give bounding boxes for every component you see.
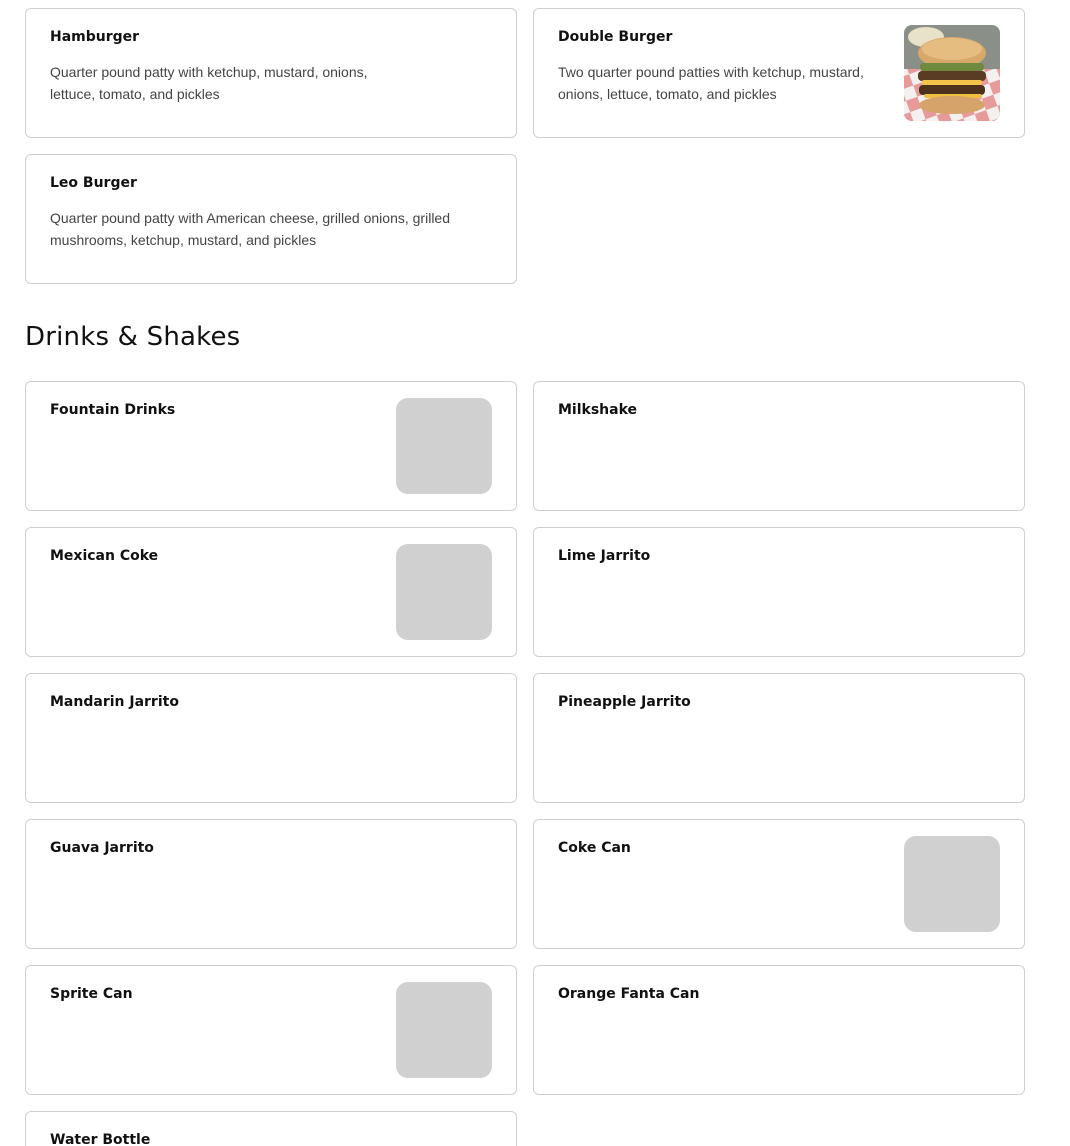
image-placeholder: [396, 982, 492, 1078]
drinks-grid: [25, 381, 1025, 1146]
menu-item-title: Water Bottle: [50, 1132, 151, 1146]
menu-item-title: Lime Jarrito: [558, 548, 651, 564]
menu-item-double-burger[interactable]: [533, 8, 1025, 138]
menu-item-orange-fanta-can[interactable]: [533, 965, 1025, 1095]
menu-item-title: Milkshake: [558, 402, 638, 418]
menu-item-title: Mandarin Jarrito: [50, 694, 179, 710]
menu-item-fountain-drinks[interactable]: [25, 381, 517, 511]
menu-item-water-bottle[interactable]: [25, 1111, 517, 1146]
menu-item-description: Quarter pound patty with American cheese, grilled onions, grilled mushrooms, ketchup, mustard, and pickles: [50, 210, 450, 248]
menu-item-description: Quarter pound patty with ketchup, mustard, onions, lettuce, tomato, and pickles: [50, 64, 368, 102]
menu-item-title: Orange Fanta Can: [558, 986, 700, 1002]
menu-item-title: Double Burger: [558, 29, 673, 45]
menu-item-mexican-coke[interactable]: [25, 527, 517, 657]
menu-item-title: Leo Burger: [50, 175, 137, 191]
menu-item-milkshake[interactable]: [533, 381, 1025, 511]
image-placeholder: [396, 544, 492, 640]
image-placeholder: [904, 836, 1000, 932]
menu-item-title: Mexican Coke: [50, 548, 159, 564]
menu-item-lime-jarrito[interactable]: [533, 527, 1025, 657]
menu-item-title: Hamburger: [50, 29, 140, 45]
double-burger-photo: [904, 25, 1000, 121]
burgers-grid: [25, 8, 1025, 284]
menu-item-title: Coke Can: [558, 840, 631, 856]
menu-item-coke-can[interactable]: [533, 819, 1025, 949]
menu-item-title: Guava Jarrito: [50, 840, 154, 856]
menu-item-description: Two quarter pound patties with ketchup, mustard, onions, lettuce, tomato, and pickles: [558, 64, 864, 102]
menu-item-hamburger[interactable]: [25, 8, 517, 138]
burger-photo-image: [904, 25, 1000, 121]
section-heading-drinks: Drinks & Shakes: [25, 322, 241, 352]
menu-item-mandarin-jarrito[interactable]: [25, 673, 517, 803]
menu-item-title: Sprite Can: [50, 986, 133, 1002]
image-placeholder: [396, 398, 492, 494]
menu-item-sprite-can[interactable]: [25, 965, 517, 1095]
menu-item-leo-burger[interactable]: [25, 154, 517, 284]
menu-item-guava-jarrito[interactable]: [25, 819, 517, 949]
menu-item-title: Fountain Drinks: [50, 402, 176, 418]
menu-item-title: Pineapple Jarrito: [558, 694, 691, 710]
menu-item-pineapple-jarrito[interactable]: [533, 673, 1025, 803]
